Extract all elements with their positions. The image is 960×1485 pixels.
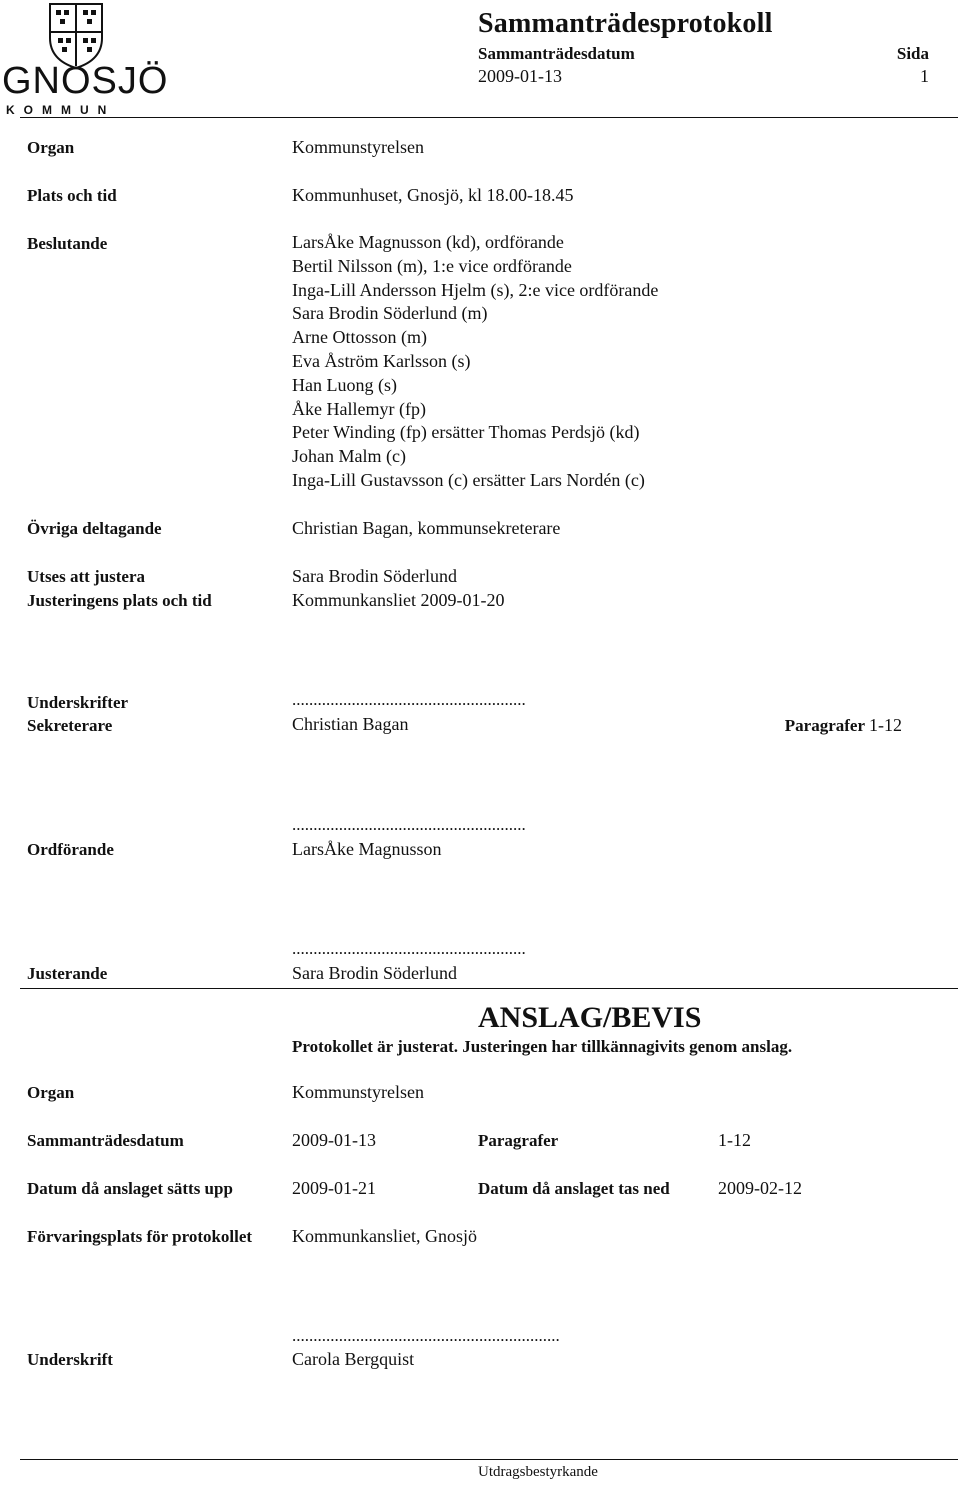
anslag-divider bbox=[20, 988, 958, 989]
chair-label: Ordförande bbox=[27, 840, 114, 859]
chair-name: LarsÅke Magnusson bbox=[292, 839, 442, 859]
storage-label: Förvaringsplats för protokollet bbox=[27, 1227, 253, 1246]
paragraphs bbox=[785, 715, 902, 736]
secretary-name: Christian Bagan bbox=[292, 714, 409, 734]
anslag-statement: Protokollet är justerat. Justeringen har tillkännagivits genom anslag. bbox=[292, 1037, 793, 1056]
footer-divider bbox=[20, 1459, 958, 1460]
posted-label: Datum då anslaget sätts upp bbox=[27, 1179, 233, 1198]
anslag-signature-name: Carola Bergquist bbox=[292, 1349, 415, 1369]
secretary-signature-line: ....................................................... bbox=[292, 690, 526, 709]
header-page-value: 1 bbox=[920, 66, 929, 86]
anslag-title: ANSLAG/BEVIS bbox=[478, 1001, 702, 1034]
anslag-organ-value: Kommunstyrelsen bbox=[292, 1082, 424, 1102]
signatures-label: Underskrifter bbox=[27, 693, 129, 712]
deciding-member: Arne Ottosson (m) bbox=[292, 327, 427, 348]
chair-signature-line: ....................................................... bbox=[292, 815, 526, 834]
adjuster-sign-name: Sara Brodin Söderlund bbox=[292, 963, 457, 983]
anslag-signature-label: Underskrift bbox=[27, 1350, 113, 1369]
adjuster-sign-label: Justerande bbox=[27, 964, 108, 983]
deciding-member: Bertil Nilsson (m), 1:e vice ordförande bbox=[292, 255, 572, 276]
place-label: Plats och tid bbox=[27, 186, 117, 205]
header-page-label: Sida bbox=[896, 44, 929, 63]
paragraphs-label: Paragrafer bbox=[784, 716, 865, 735]
anslag-signature-line: ............................................................... bbox=[292, 1326, 560, 1345]
removed-value: 2009-02-12 bbox=[718, 1178, 802, 1198]
anslag-date-label: Sammanträdesdatum bbox=[27, 1131, 184, 1150]
place-value: Kommunhuset, Gnosjö, kl 18.00-18.45 bbox=[292, 185, 574, 205]
anslag-paragraphs-value: 1-12 bbox=[718, 1130, 751, 1150]
deciding-member: Sara Brodin Söderlund (m) bbox=[292, 303, 488, 324]
adjuster-value: Sara Brodin Söderlund bbox=[292, 566, 457, 586]
removed-label: Datum då anslaget tas ned bbox=[478, 1179, 670, 1198]
paragraphs-value: 1-12 bbox=[869, 715, 902, 735]
adjuster-label: Utses att justera bbox=[27, 567, 146, 586]
municipality-logo bbox=[0, 0, 169, 118]
deciding-member: Peter Winding (fp) ersätter Thomas Perdsjö (kd) bbox=[292, 422, 640, 443]
anslag-paragraphs-label: Paragrafer bbox=[478, 1131, 559, 1150]
deciding-label: Beslutande bbox=[27, 234, 108, 253]
deciding-member: Han Luong (s) bbox=[292, 374, 397, 395]
anslag-organ-label: Organ bbox=[27, 1083, 75, 1102]
organ-label: Organ bbox=[27, 138, 75, 157]
deciding-member: Johan Malm (c) bbox=[292, 446, 406, 467]
organ-value: Kommunstyrelsen bbox=[292, 137, 424, 157]
secretary-label: Sekreterare bbox=[27, 716, 113, 735]
storage-value: Kommunkansliet, Gnosjö bbox=[292, 1226, 477, 1246]
adjust-place-value: Kommunkansliet 2009-01-20 bbox=[292, 590, 505, 610]
adjust-place-label: Justeringens plats och tid bbox=[27, 591, 212, 610]
header-date-value: 2009-01-13 bbox=[478, 66, 562, 86]
others-label: Övriga deltagande bbox=[27, 519, 162, 538]
posted-value: 2009-01-21 bbox=[292, 1178, 376, 1198]
footer-text: Utdragsbestyrkande bbox=[478, 1464, 598, 1480]
anslag-date-value: 2009-01-13 bbox=[292, 1130, 376, 1150]
deciding-member: Åke Hallemyr (fp) bbox=[292, 398, 426, 419]
deciding-member: Inga-Lill Gustavsson (c) ersätter Lars Nordén (c) bbox=[292, 469, 645, 490]
header-divider bbox=[20, 117, 958, 118]
page-title: Sammanträdesprotokoll bbox=[478, 8, 773, 39]
logo-subtitle: KOMMUN bbox=[6, 103, 116, 117]
adjuster-signature-line: ....................................................... bbox=[292, 939, 526, 958]
deciding-member: Eva Åström Karlsson (s) bbox=[292, 350, 471, 371]
others-value: Christian Bagan, kommunsekreterare bbox=[292, 518, 561, 538]
deciding-list bbox=[292, 231, 658, 493]
deciding-member: LarsÅke Magnusson (kd), ordförande bbox=[292, 232, 564, 252]
deciding-member: Inga-Lill Andersson Hjelm (s), 2:e vice ordförande bbox=[292, 279, 659, 300]
header-date-label: Sammanträdesdatum bbox=[478, 44, 635, 63]
logo-wordmark: GNOSJÖ bbox=[2, 60, 169, 102]
